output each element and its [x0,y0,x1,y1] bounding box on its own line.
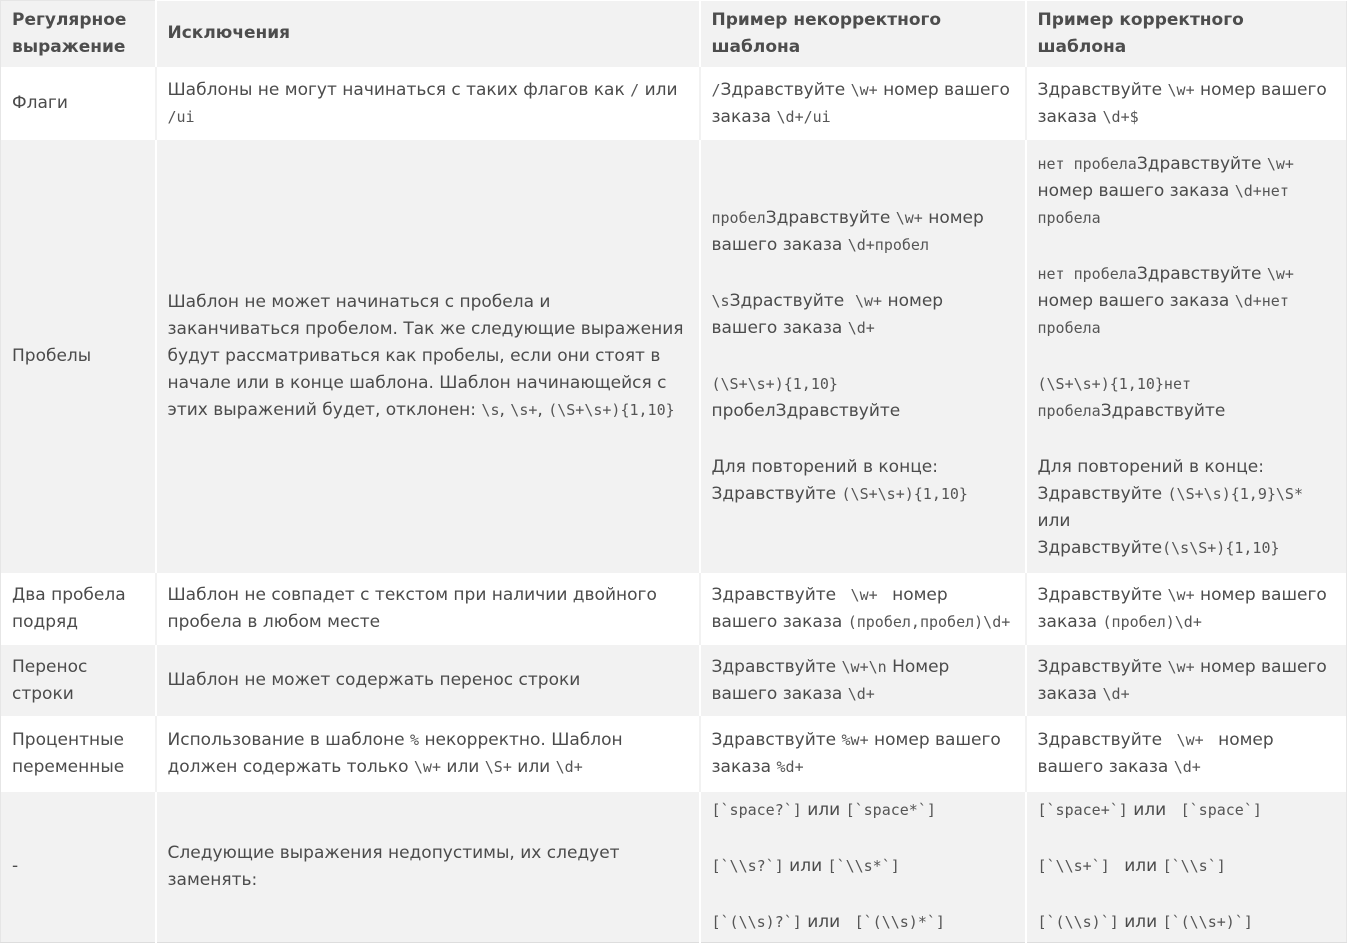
code: (пробел,пробел)\d+ [847,613,1011,631]
example-block [712,371,1013,425]
text: номер вашего заказа [711,291,944,338]
text: номер вашего заказа [1037,656,1327,704]
cell-bad-example [700,645,1026,716]
text: номер вашего заказа [1037,291,1230,311]
cell-name: Процентные переменные [1,716,156,792]
cell-bad-example [700,792,1026,942]
cell-name: - [1,792,156,942]
cell-name: Флаги [1,67,156,140]
text: или [644,79,678,100]
cell-good-example [1026,67,1347,140]
text: номер вашего заказа [1037,181,1230,201]
example-block [1038,371,1335,425]
text: номер вашего заказа [1037,730,1274,777]
cell-exceptions [156,716,700,792]
text: Здравствуйте [720,79,846,100]
code: \w+ [413,758,441,776]
table-row-percent [1,716,1347,792]
code: нет пробела [1037,155,1137,173]
cell-name: Пробелы [1,140,156,573]
cell-name: Два пробела подряд [1,573,156,645]
example-block [1038,261,1335,342]
cell-bad-example [700,67,1026,140]
text: номер вашего заказа [711,208,984,255]
cell-good-example [1026,792,1347,942]
code: [`(\\s)*`] [845,913,945,932]
code: [`\\s`] [1162,857,1226,876]
code: [`(\\s)`] [1037,913,1119,932]
code: (\S+\s){1,9}\S* [1167,485,1303,503]
text: Для повторений в конце: [1037,457,1264,477]
header-regex: Регулярное выражение [1,1,156,68]
text: Здравствуйте [1037,585,1163,605]
code: (\S+\s+){1,10} [548,401,675,419]
code: [`(\\s)?`] [711,913,802,932]
cell-bad-example [700,716,1026,792]
code: [`space?`] [711,801,802,820]
code: [`space*`] [845,801,936,820]
text: или [807,800,841,821]
code: [`(\\s+)`] [1162,913,1253,932]
code: \d+$ [1102,107,1139,126]
code: [`\\s*`] [827,857,900,876]
code: (\S+\s+){1,10} [841,485,968,503]
code: %d+ [776,758,804,776]
example-block [712,205,1013,259]
code: \w+ [841,586,887,604]
code: / [630,80,640,99]
code: \d+пробел [847,236,929,254]
table-row-newline [1,645,1347,716]
code: (\S+\s+){1,10} [711,375,838,393]
text: Здравствуйте [1037,538,1163,558]
text: номер вашего заказа [711,79,1010,127]
example-line [712,909,1013,936]
text: Здраствуйте [729,291,845,311]
text: Шаблоны не могут начинаться с таких флагов как [167,79,625,100]
text: Здравствуйте [1100,401,1226,421]
header-good-example: Пример корректного шаблона [1026,1,1347,68]
text: или [1124,912,1158,933]
code: \w+ [1266,265,1294,283]
text: Здравствуйте [711,730,837,750]
cell-bad-example [700,573,1026,645]
table-row-spaces [1,140,1347,573]
code: %w+ [841,731,869,749]
text: или [517,757,551,777]
code: /ui [167,107,195,126]
text: Для повторений в конце: [711,457,938,477]
code: \w+ [850,80,878,99]
table-row-double-space [1,573,1347,645]
code: (пробел)\d+ [1102,613,1202,631]
table-row-other [1,792,1347,942]
cell-good-example [1026,645,1347,716]
cell-good-example [1026,716,1347,792]
code: \d+нет пробела [1037,292,1289,337]
cell-exceptions: Шаблон не может начинаться с пробела и заканчиваться пробелом. Так же следующие выражения будут рассматриваться как пробелы, если они стоят в начале или в конце шаблона. Шаблон начинающейся с этих выражений будет, отклонен: \s, \s+, (\S+\s+){1,10} [156,140,700,573]
code: \w+\n [841,657,887,676]
cell-good-example [1026,573,1347,645]
text: или [1037,511,1071,531]
code: / [711,80,721,99]
text: или [1133,800,1167,821]
cell-bad-example [700,140,1026,573]
cell-good-example [1026,140,1347,573]
code: \s+ [510,401,538,419]
code: \w+ [1266,155,1294,173]
cell-exceptions: Шаблон не может содержать перенос строки [156,645,700,716]
code: % [410,731,420,749]
code: \w+ [1167,657,1195,676]
cell-exceptions [156,67,700,140]
code: \d+ [847,684,875,703]
table-row-flags [1,67,1347,140]
code: [`\\s+`] [1037,857,1119,876]
text: или [789,856,823,877]
text: Здравствуйте [1037,656,1163,677]
text: Здравствуйте [1037,484,1163,504]
example-block [1038,151,1335,232]
text: Здравствуйте [711,585,837,605]
text: или [446,757,480,777]
text: номер вашего заказа [1037,79,1327,127]
header-bad-example: Пример некорректного шаблона [700,1,1026,68]
code: \d+ [1173,758,1201,776]
example-line [712,853,1013,880]
text: Использование в шаблоне [167,730,405,750]
code: \s [481,401,500,419]
text: Здравствуйте [1037,730,1163,750]
header-exceptions: Исключения [156,1,700,68]
text: Здравствуйте [711,656,837,677]
text: Здравствуйте [1136,154,1262,174]
text: Здравствуйте [711,484,837,504]
text: номер вашего заказа [1037,585,1327,632]
code: \d+ [847,319,875,337]
code: \w+ [1167,586,1195,604]
code: \w+ [854,292,883,310]
text: Здравствуйте [1037,79,1163,100]
text: Номер вашего заказа [711,656,950,704]
table-header-row [1,1,1347,68]
text: пробелЗдравствуйте [711,401,901,421]
code: \d+ [1102,684,1130,703]
code: (\S+\s+){1,10}нет пробела [1037,375,1192,420]
cell-exceptions: Шаблон не совпадет с текстом при наличии двойного пробела в любом месте [156,573,700,645]
example-block [1038,454,1335,562]
code: пробел [711,209,766,227]
example-block [712,454,1013,508]
code: (\s\S+){1,10} [1162,539,1280,557]
text: Здравствуйте [1136,264,1262,284]
example-line [1038,797,1335,824]
text: номер вашего заказа [711,730,1001,777]
code: [`space`] [1171,801,1262,820]
example-block [712,288,1013,342]
example-line [1038,909,1335,936]
example-line [1038,853,1335,880]
code: \w+ [895,209,923,227]
text: некорректно. Шаблон должен содержать только [167,730,623,777]
text: или [1124,856,1158,877]
cell-exceptions: Следующие выражения недопустимы, их следует заменять: [156,792,700,942]
code: \w+ [1167,80,1195,99]
code: \d+нет пробела [1037,182,1289,227]
code: [`space+`] [1037,801,1128,820]
code: нет пробела [1037,265,1137,283]
cell-name: Перенос строки [1,645,156,716]
code: \w+ [1167,731,1213,749]
text: Шаблон не может начинаться с пробела и заканчиваться пробелом. Так же следующие выражения будут рассматриваться как пробелы, если они стоят в начале или в конце шаблона. Шаблон начинающейся с этих выражений будет, отклонен: [167,292,684,420]
code: [`\\s?`] [711,857,784,876]
code: \d+ [555,758,583,776]
text: номер вашего заказа [711,585,948,632]
text: Здравствуйте [765,208,891,228]
example-line [712,797,1013,824]
text: или [807,912,841,933]
code: \d+/ui [776,107,831,126]
code: \s [711,292,730,310]
code: \S+ [484,758,512,776]
